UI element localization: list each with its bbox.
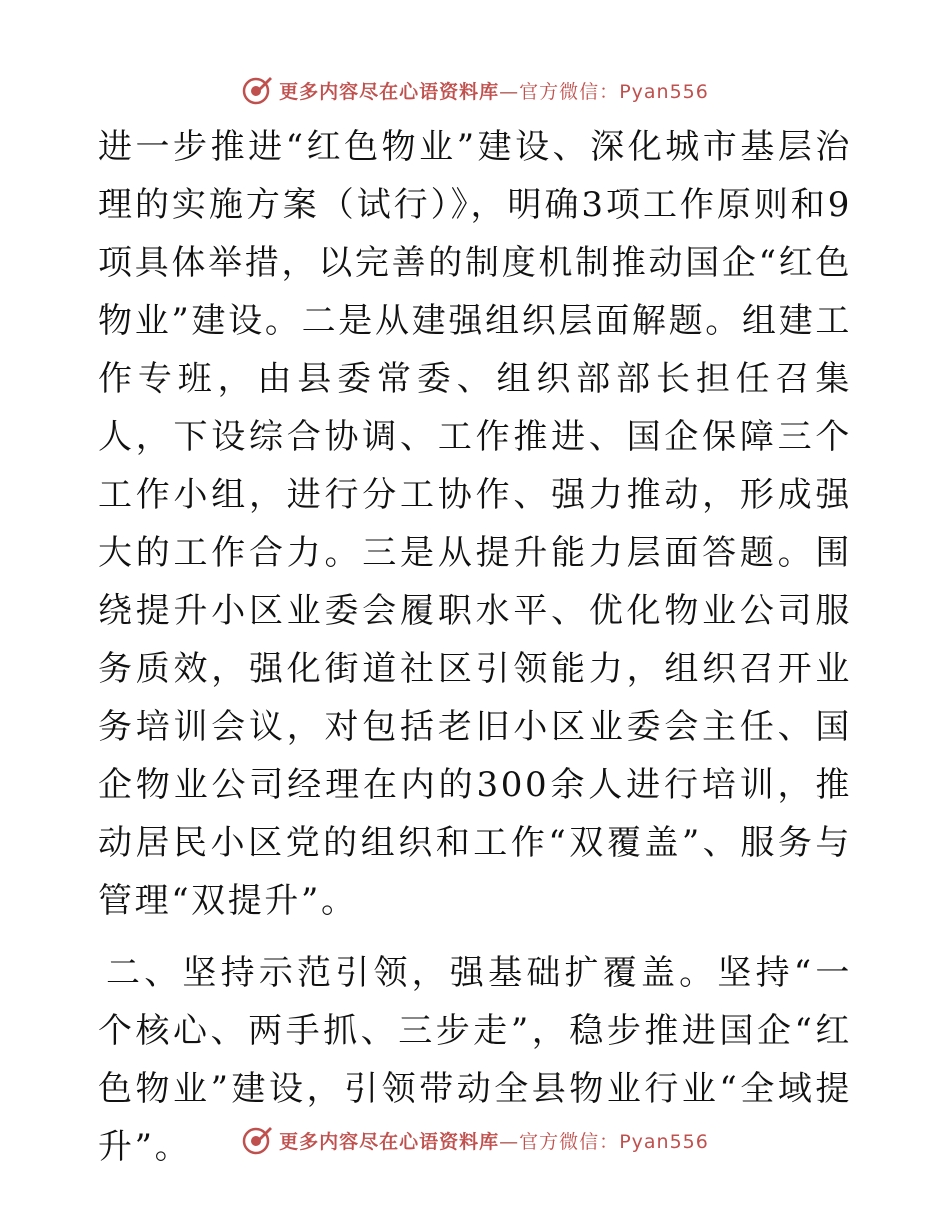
paragraph-2: 二、坚持示范引领，强基础扩覆盖。坚持“一个核心、两手抓、三步走”，稳步推进国企“红色物业”建设，引领带动全县物业行业“全域提升”。 bbox=[98, 953, 852, 1167]
footer-watermark bbox=[0, 1122, 950, 1158]
watermark-site-text: 更多内容尽在心语资料库 bbox=[279, 80, 500, 103]
watermark-label: 官方微信： bbox=[519, 80, 620, 103]
pen-logo-icon bbox=[241, 74, 273, 106]
watermark-site-text: 更多内容尽在心语资料库 bbox=[279, 1130, 500, 1153]
watermark-dash: — bbox=[499, 80, 520, 103]
watermark-id: Pyan556 bbox=[619, 1130, 709, 1153]
pen-logo-icon bbox=[241, 1124, 273, 1156]
header-watermark bbox=[0, 72, 950, 108]
watermark-dash: — bbox=[499, 1130, 520, 1153]
paragraph-1: 进一步推进“红色物业”建设、深化城市基层治理的实施方案（试行）》，明确3项工作原则和9项具体举措，以完善的制度机制推动国企“红色物业”建设。二是从建强组织层面解题。组建工作专班，由县委常委、组织部部长担任召集人，下设综合协调、工作推进、国企保障三个工作小组，进行分工协作、强力推动，形成强大的工作合力。三是从提升能力层面答题。围绕提升小区业委会履职水平、优化物业公司服务质效，强化街道社区引领能力，组织召开业务培训会议，对包括老旧小区业委会主任、国企物业公司经理在内的300余人进行培训，推动居民小区党的组织和工作“双覆盖”、服务与管理“双提升”。 bbox=[98, 127, 852, 921]
document-body bbox=[98, 118, 852, 1176]
watermark-id: Pyan556 bbox=[619, 80, 709, 103]
watermark-label: 官方微信： bbox=[519, 1130, 620, 1153]
